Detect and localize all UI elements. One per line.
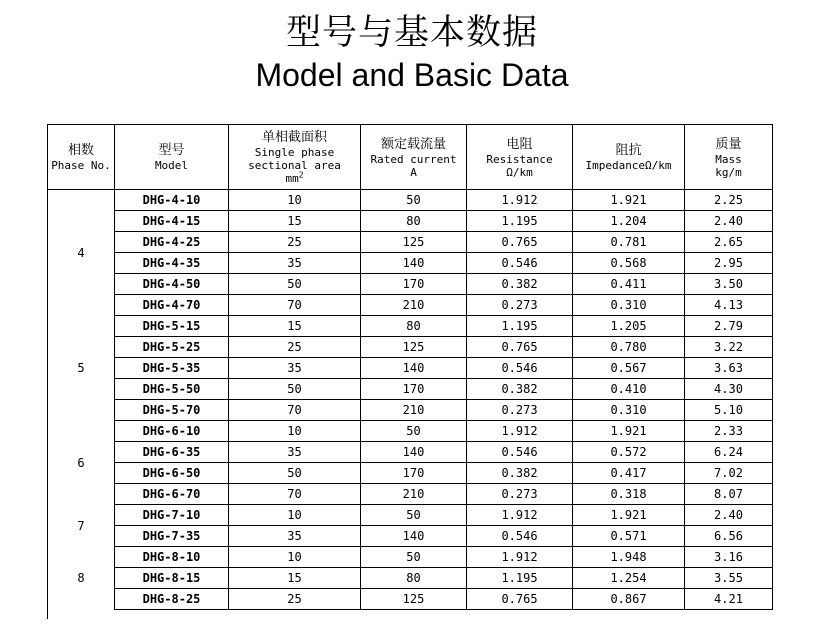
header-phase <box>48 125 115 190</box>
mass-cell: 6.24 <box>685 442 773 463</box>
model-cell: DHG-4-25 <box>115 232 229 253</box>
mass-cell: 2.79 <box>685 316 773 337</box>
area-cell: 10 <box>229 547 361 568</box>
resistance-cell: 0.765 <box>467 232 573 253</box>
model-cell: DHG-4-50 <box>115 274 229 295</box>
mass-cell: 2.40 <box>685 505 773 526</box>
area-cell: 25 <box>229 589 361 610</box>
resistance-cell: 1.912 <box>467 505 573 526</box>
area-cell: 10 <box>229 421 361 442</box>
resistance-cell: 1.912 <box>467 547 573 568</box>
header-mass-unit: kg/m <box>715 165 742 179</box>
current-cell: 140 <box>361 526 467 547</box>
current-cell: 140 <box>361 442 467 463</box>
header-mass-zh: 质量 <box>715 136 742 152</box>
model-cell: DHG-5-25 <box>115 337 229 358</box>
header-mass-en: Mass <box>715 152 742 166</box>
impedance-cell: 1.921 <box>573 421 685 442</box>
header-phase-zh: 相数 <box>67 143 94 158</box>
header-resistance-en: Resistance <box>486 152 553 166</box>
mass-cell: 2.33 <box>685 421 773 442</box>
header-area <box>229 125 361 190</box>
table-row <box>48 232 773 253</box>
current-cell: 210 <box>361 484 467 505</box>
table-row <box>48 442 773 463</box>
impedance-cell: 0.572 <box>573 442 685 463</box>
table-body <box>48 190 773 610</box>
model-cell: DHG-4-15 <box>115 211 229 232</box>
current-cell: 210 <box>361 400 467 421</box>
impedance-cell: 1.921 <box>573 190 685 211</box>
mass-cell: 3.63 <box>685 358 773 379</box>
page-title <box>0 10 824 94</box>
header-area-en1: Single phase <box>254 146 335 159</box>
current-cell: 125 <box>361 589 467 610</box>
table-row <box>48 568 773 589</box>
current-cell: 125 <box>361 337 467 358</box>
table-row <box>48 358 773 379</box>
impedance-cell: 0.417 <box>573 463 685 484</box>
current-cell: 140 <box>361 358 467 379</box>
title-english: Model and Basic Data <box>255 57 569 93</box>
resistance-cell: 0.765 <box>467 589 573 610</box>
area-cell: 25 <box>229 232 361 253</box>
header-impedance <box>573 125 685 190</box>
mass-cell: 3.22 <box>685 337 773 358</box>
area-cell: 15 <box>229 316 361 337</box>
mass-cell: 7.02 <box>685 463 773 484</box>
mass-cell: 4.30 <box>685 379 773 400</box>
header-resistance-unit: Ω/km <box>506 165 533 179</box>
resistance-cell: 0.546 <box>467 526 573 547</box>
area-cell: 15 <box>229 568 361 589</box>
current-cell: 210 <box>361 295 467 316</box>
impedance-cell: 1.254 <box>573 568 685 589</box>
impedance-cell: 1.921 <box>573 505 685 526</box>
resistance-cell: 1.912 <box>467 421 573 442</box>
table-row <box>48 400 773 421</box>
table-row <box>48 274 773 295</box>
table-row <box>48 295 773 316</box>
area-cell: 15 <box>229 211 361 232</box>
phase-number-cell: 5 <box>48 316 115 421</box>
model-cell: DHG-8-10 <box>115 547 229 568</box>
table-row <box>48 379 773 400</box>
table-row <box>48 547 773 568</box>
current-cell: 50 <box>361 547 467 568</box>
model-cell: DHG-6-70 <box>115 484 229 505</box>
impedance-cell: 0.568 <box>573 253 685 274</box>
resistance-cell: 0.273 <box>467 400 573 421</box>
table-row <box>48 190 773 211</box>
model-cell: DHG-5-70 <box>115 400 229 421</box>
impedance-cell: 0.318 <box>573 484 685 505</box>
header-resistance-zh: 电阻 <box>506 136 533 152</box>
area-cell: 35 <box>229 442 361 463</box>
resistance-cell: 0.382 <box>467 379 573 400</box>
header-model-en: Model <box>154 159 189 172</box>
header-area-zh: 单相截面积 <box>261 130 327 145</box>
mass-cell: 3.50 <box>685 274 773 295</box>
area-cell: 35 <box>229 358 361 379</box>
impedance-cell: 0.571 <box>573 526 685 547</box>
impedance-cell: 0.310 <box>573 295 685 316</box>
model-data-table <box>47 124 773 610</box>
table-row <box>48 337 773 358</box>
model-cell: DHG-7-35 <box>115 526 229 547</box>
mass-cell: 2.95 <box>685 253 773 274</box>
header-current-en: Rated current <box>370 152 457 166</box>
mass-cell: 4.21 <box>685 589 773 610</box>
resistance-cell: 1.912 <box>467 190 573 211</box>
area-cell: 10 <box>229 505 361 526</box>
model-cell: DHG-8-25 <box>115 589 229 610</box>
resistance-cell: 0.382 <box>467 463 573 484</box>
mass-cell: 3.16 <box>685 547 773 568</box>
resistance-cell: 1.195 <box>467 316 573 337</box>
mass-cell: 3.55 <box>685 568 773 589</box>
table-row <box>48 316 773 337</box>
model-cell: DHG-5-50 <box>115 379 229 400</box>
current-cell: 50 <box>361 190 467 211</box>
phase-number-cell: 8 <box>48 547 115 610</box>
impedance-cell: 0.780 <box>573 337 685 358</box>
table-row <box>48 421 773 442</box>
table-left-border-tail <box>47 610 48 619</box>
header-phase-en: Phase No. <box>51 159 111 172</box>
current-cell: 170 <box>361 274 467 295</box>
mass-cell: 6.56 <box>685 526 773 547</box>
area-cell: 70 <box>229 484 361 505</box>
header-impedance-en: ImpedanceΩ/km <box>585 159 672 172</box>
header-current-unit: A <box>410 165 417 179</box>
current-cell: 80 <box>361 211 467 232</box>
title-chinese: 型号与基本数据 <box>285 13 538 53</box>
area-cell: 10 <box>229 190 361 211</box>
current-cell: 50 <box>361 421 467 442</box>
header-current-zh: 额定载流量 <box>380 136 446 152</box>
resistance-cell: 1.195 <box>467 568 573 589</box>
resistance-cell: 0.546 <box>467 442 573 463</box>
table-row <box>48 253 773 274</box>
resistance-cell: 0.382 <box>467 274 573 295</box>
impedance-cell: 1.204 <box>573 211 685 232</box>
model-cell: DHG-4-70 <box>115 295 229 316</box>
impedance-cell: 0.781 <box>573 232 685 253</box>
impedance-cell: 0.411 <box>573 274 685 295</box>
current-cell: 125 <box>361 232 467 253</box>
header-model-zh: 型号 <box>158 143 185 158</box>
impedance-cell: 1.205 <box>573 316 685 337</box>
resistance-cell: 0.273 <box>467 295 573 316</box>
phase-number-cell: 7 <box>48 505 115 547</box>
mass-cell: 5.10 <box>685 400 773 421</box>
table-row <box>48 211 773 232</box>
model-cell: DHG-5-35 <box>115 358 229 379</box>
area-cell: 25 <box>229 337 361 358</box>
area-cell: 50 <box>229 274 361 295</box>
model-cell: DHG-4-10 <box>115 190 229 211</box>
mass-cell: 8.07 <box>685 484 773 505</box>
table-row <box>48 505 773 526</box>
header-row <box>48 125 773 190</box>
table-row <box>48 526 773 547</box>
phase-number-cell: 6 <box>48 421 115 505</box>
current-cell: 80 <box>361 568 467 589</box>
impedance-cell: 0.867 <box>573 589 685 610</box>
mass-cell: 2.25 <box>685 190 773 211</box>
resistance-cell: 0.546 <box>467 253 573 274</box>
area-cell: 70 <box>229 295 361 316</box>
resistance-cell: 0.546 <box>467 358 573 379</box>
area-cell: 35 <box>229 526 361 547</box>
area-cell: 50 <box>229 379 361 400</box>
resistance-cell: 1.195 <box>467 211 573 232</box>
resistance-cell: 0.273 <box>467 484 573 505</box>
current-cell: 140 <box>361 253 467 274</box>
mass-cell: 2.65 <box>685 232 773 253</box>
model-cell: DHG-6-50 <box>115 463 229 484</box>
current-cell: 80 <box>361 316 467 337</box>
model-data-table-wrap <box>47 124 773 610</box>
model-cell: DHG-5-15 <box>115 316 229 337</box>
header-area-unit: $mm^2$ <box>285 170 304 185</box>
header-current <box>361 125 467 190</box>
impedance-cell: 0.310 <box>573 400 685 421</box>
current-cell: 50 <box>361 505 467 526</box>
area-cell: 50 <box>229 463 361 484</box>
impedance-cell: 0.567 <box>573 358 685 379</box>
current-cell: 170 <box>361 463 467 484</box>
header-resistance <box>467 125 573 190</box>
phase-number-cell: 4 <box>48 190 115 316</box>
current-cell: 170 <box>361 379 467 400</box>
model-cell: DHG-6-35 <box>115 442 229 463</box>
header-area-en2: sectional area <box>248 159 341 172</box>
mass-cell: 4.13 <box>685 295 773 316</box>
impedance-cell: 1.948 <box>573 547 685 568</box>
model-cell: DHG-6-10 <box>115 421 229 442</box>
table-row <box>48 463 773 484</box>
model-cell: DHG-4-35 <box>115 253 229 274</box>
table-row <box>48 484 773 505</box>
model-cell: DHG-7-10 <box>115 505 229 526</box>
area-cell: 70 <box>229 400 361 421</box>
resistance-cell: 0.765 <box>467 337 573 358</box>
model-cell: DHG-8-15 <box>115 568 229 589</box>
header-model <box>115 125 229 190</box>
header-mass <box>685 125 773 190</box>
impedance-cell: 0.410 <box>573 379 685 400</box>
mass-cell: 2.40 <box>685 211 773 232</box>
area-cell: 35 <box>229 253 361 274</box>
header-impedance-zh: 阻抗 <box>615 143 642 158</box>
table-row <box>48 589 773 610</box>
